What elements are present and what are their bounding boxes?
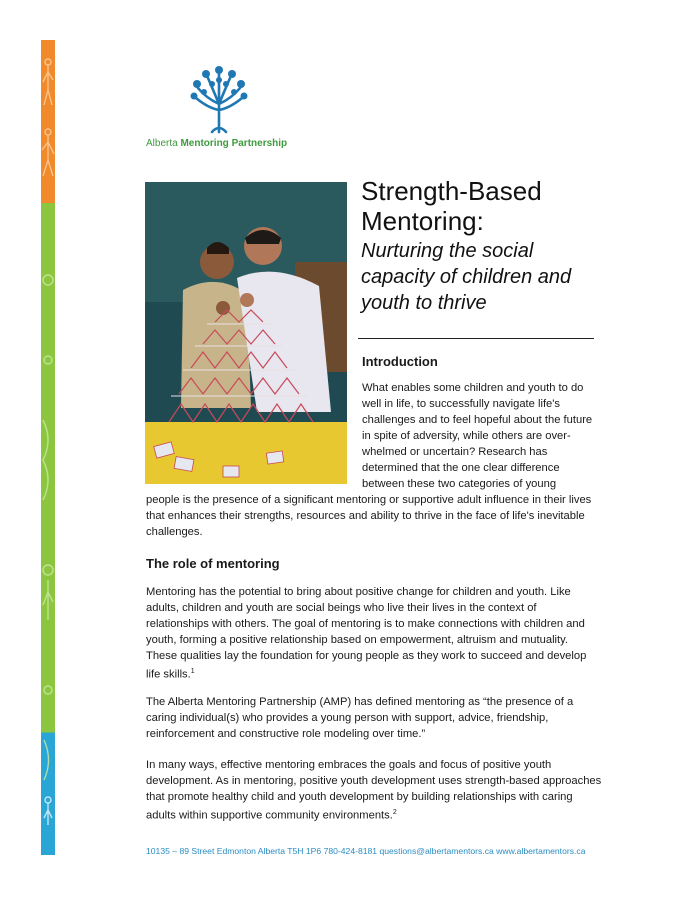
- introduction-paragraph-part2: people is the presence of a significant mentoring or supportive adult influence in their lives that enhances their strengths, resources and ability to thrive in the face of life's inevitable challenges.: [146, 494, 592, 538]
- role-paragraph-1: [146, 584, 602, 683]
- document-title: [361, 176, 542, 236]
- title-line-2: Mentoring:: [361, 206, 484, 236]
- tree-of-people-logo-icon: [186, 62, 252, 134]
- introduction-heading: Introduction: [362, 354, 438, 369]
- document-subtitle: Nurturing the social capacity of children and youth to thrive: [361, 240, 572, 314]
- role-paragraph-3-text: In many ways, effective mentoring embraces the goals and focus of positive youth development. As in mentoring, positive youth development uses strength-based approaches that promote healthy child and youth development by building relationships with caring adults within supportive community environments.: [146, 759, 602, 822]
- role-paragraph-3: [146, 757, 602, 824]
- org-name: [146, 138, 287, 149]
- introduction-paragraph-part1: What enables some children and youth to do well in life, to successfully navigate life's challenges and to feel hopeful about the future in spite of adversity, while others are over-whelmed or uncertain? Research has determined that the one clear difference between these two categories of young: [362, 382, 593, 490]
- title-rule: [358, 338, 594, 339]
- footnote-ref-2: 2: [392, 809, 397, 816]
- role-paragraph-2: The Alberta Mentoring Partnership (AMP) has defined mentoring as “the presence of a caring individual(s) who provides a young person with support, advice, friendship, reinforcement and constructive role modeling over time.”: [146, 696, 574, 740]
- footer-contact: 10135 – 89 Street Edmonton Alberta T5H 1P6 780-424-8181 questions@albertamentors.ca www.albertamentors.ca: [146, 846, 586, 856]
- footnote-ref-1: 1: [190, 668, 195, 675]
- title-line-1: Strength-Based: [361, 176, 542, 206]
- stripe-figure-icon: [41, 50, 55, 210]
- org-name-plain: Alberta: [146, 138, 181, 149]
- mentor-and-youth-card-house-photo: [145, 182, 347, 484]
- stripe-swirl-icon: [41, 240, 55, 840]
- role-of-mentoring-heading: The role of mentoring: [146, 556, 280, 571]
- org-name-bold: Mentoring Partnership: [180, 138, 288, 149]
- role-paragraph-1-text: Mentoring has the potential to bring about positive change for children and youth. Like adults, children and youth are social beings who live their lives in the context of relationships with others. The goal of mentoring is to make connections with children and youth, forming a positive relationship based on empowerment, altruism and mutuality. These qualities lay the foundation for young people as they work to succeed and develop life skills.: [146, 586, 587, 681]
